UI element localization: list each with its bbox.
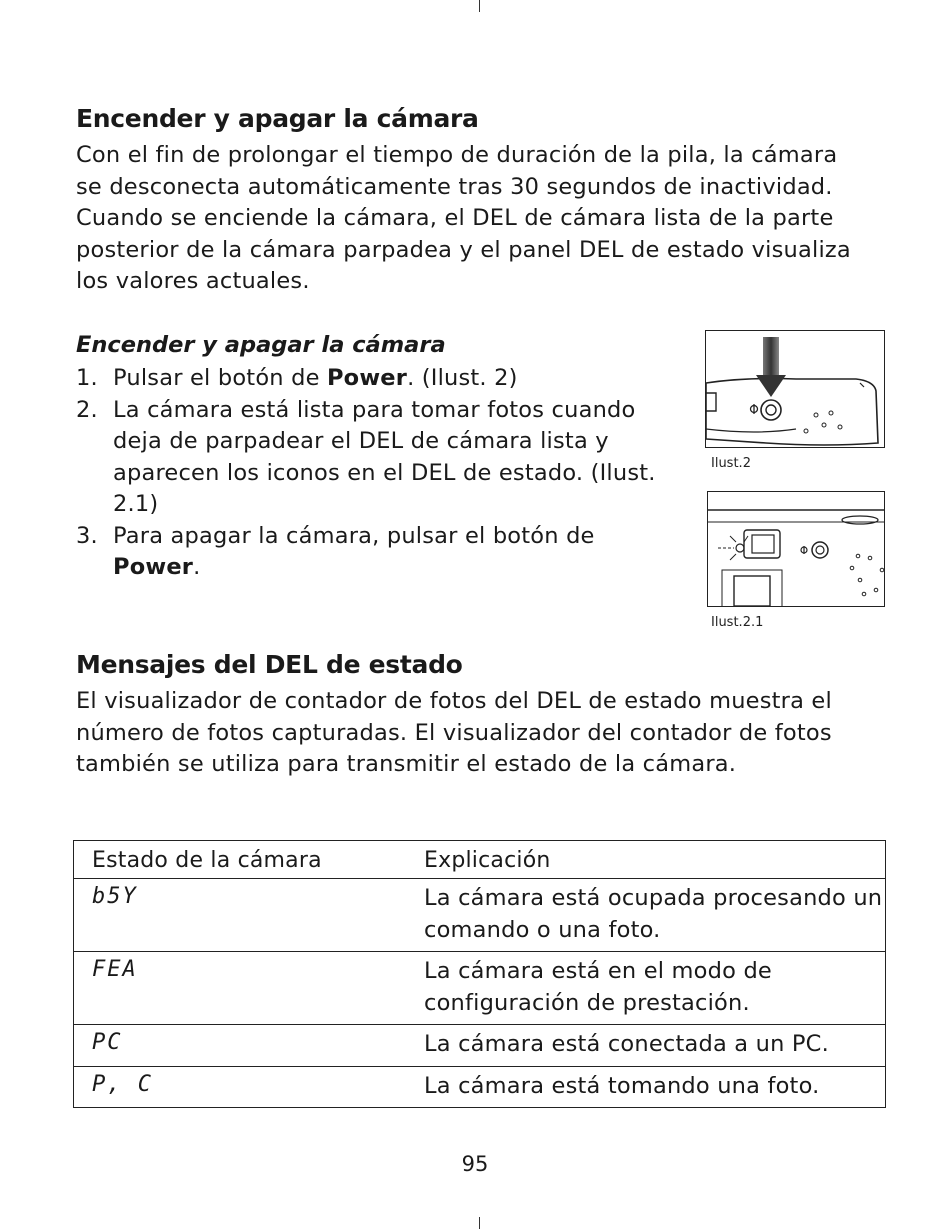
table-header-cell: Estado de la cámara [74, 841, 425, 879]
table-header-row [74, 841, 886, 879]
table-row [74, 952, 886, 1025]
step-item [76, 521, 666, 584]
section-body-led: El visualizador de contador de fotos del DEL de estado muestra el número de fotos capturadas. El visualizador del contador de fotos también se utiliza para transmitir el estado de la cámara. [76, 688, 832, 777]
subsection-title: Encender y apagar la cámara [76, 332, 446, 358]
figure-caption: Ilust.2.1 [711, 615, 764, 630]
crop-mark-bottom [479, 1217, 480, 1229]
section-title-led: Mensajes del DEL de estado [76, 650, 463, 679]
step-text: Para apagar la cámara, pulsar el botón de [113, 522, 595, 549]
crop-mark-top [479, 0, 480, 12]
steps-list [76, 363, 666, 584]
page-number: 95 [461, 1152, 489, 1176]
table-row [74, 1066, 886, 1108]
figure-caption: Ilust.2 [711, 456, 751, 471]
table-row [74, 1025, 886, 1067]
step-number: 3. [76, 522, 98, 549]
step-item [76, 363, 666, 395]
step-number: 2. [76, 396, 98, 423]
table-header-cell: Explicación [424, 841, 886, 879]
step-number: 1. [76, 365, 98, 391]
table-cell: La cámara está ocupada procesando un comando o una foto. [424, 879, 886, 952]
step-text: . (Ilust. 2) [407, 365, 518, 391]
status-table [73, 840, 886, 1108]
section-body-power: Con el fin de prolongar el tiempo de duración de la pila, la cámara se desconecta automáticamente tras 30 segundos de inactividad. Cuando se enciende la cámara, el DEL de cámara lista de la parte posterior de la cámara parpadea y el panel DEL de estado visualiza los valores actuales. [76, 142, 851, 294]
step-text: La cámara está lista para tomar fotos cuando deja de parpadear el DEL de cámara lista y aparecen los iconos en el DEL de estado. (Ilust. 2.1) [113, 396, 656, 517]
lcd-code: FEA [92, 957, 138, 982]
lcd-code: b5Y [92, 884, 138, 909]
camera-power-illustration [705, 330, 885, 448]
lcd-code: PC [92, 1030, 123, 1055]
table-row [74, 879, 886, 952]
step-text: . [193, 554, 201, 580]
step-item [76, 395, 666, 521]
lcd-code: P, C [92, 1071, 153, 1097]
step-bold-text: Power [326, 365, 408, 391]
table-cell: La cámara está tomando una foto. [424, 1066, 886, 1108]
section-title-power: Encender y apagar la cámara [76, 104, 479, 133]
table-cell: La cámara está conectada a un PC. [424, 1025, 886, 1067]
camera-led-illustration [707, 491, 885, 607]
step-text: Pulsar el botón de [113, 365, 327, 391]
table-cell: La cámara está en el modo de configuración de prestación. [424, 952, 886, 1025]
step-bold-text: Power [113, 554, 194, 580]
